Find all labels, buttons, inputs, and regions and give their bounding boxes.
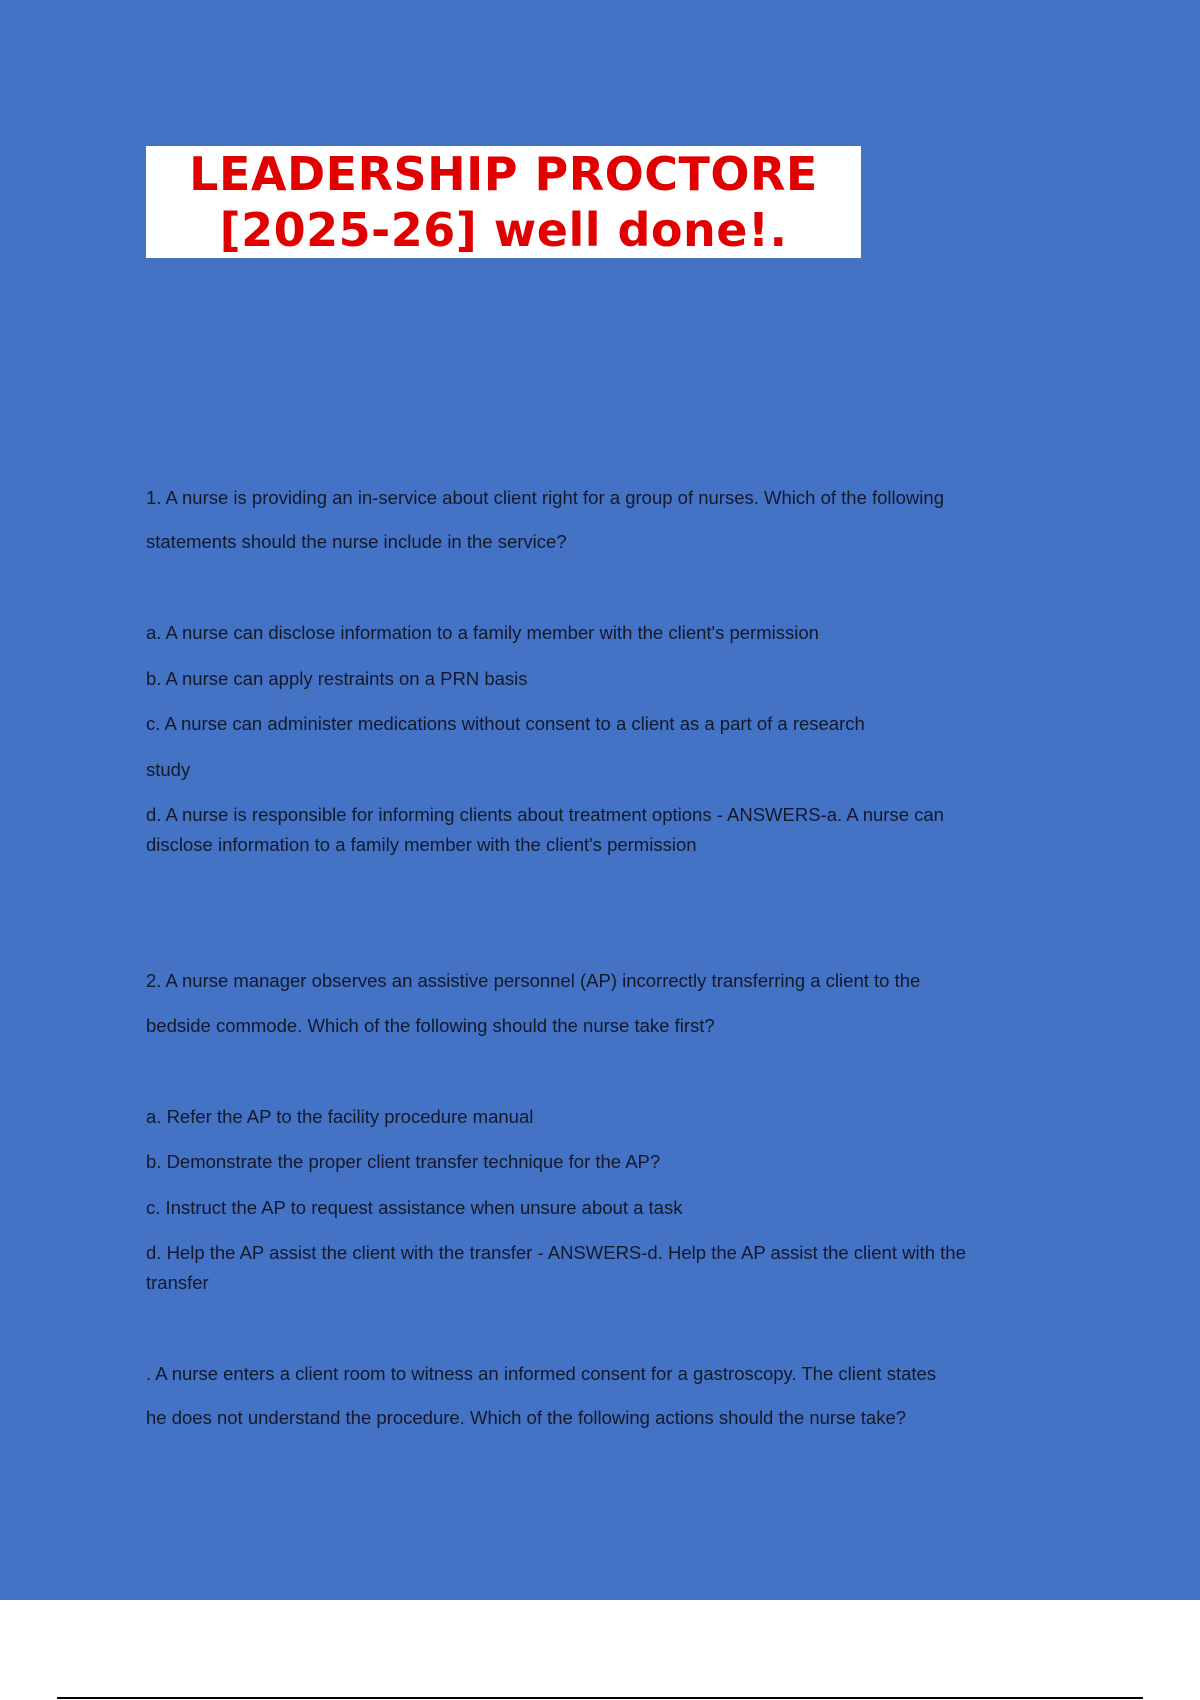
q1-option-b: b. A nurse can apply restraints on a PRN basis	[146, 668, 528, 689]
q1-option-c-line-1: c. A nurse can administer medications without consent to a client as a part of a research	[146, 713, 865, 734]
title-line-1: LEADERSHIP PROCTORE	[189, 147, 818, 201]
q2-option-d-line-1: d. Help the AP assist the client with the transfer - ANSWERS-d. Help the AP assist the client with the	[146, 1242, 966, 1263]
q1-option-d-line-1: d. A nurse is responsible for informing clients about treatment options - ANSWERS-a. A nurse can	[146, 804, 944, 825]
q1-option-a: a. A nurse can disclose information to a family member with the client's permission	[146, 622, 819, 643]
q1-option-d-line-2: disclose information to a family member with the client's permission	[146, 834, 697, 855]
q2-option-b: b. Demonstrate the proper client transfer technique for the AP?	[146, 1151, 661, 1172]
q2-stem-line-1: 2. A nurse manager observes an assistive personnel (AP) incorrectly transferring a client to the	[146, 970, 921, 991]
q2-option-d-line-2: transfer	[146, 1272, 209, 1293]
q1-stem-line-2: statements should the nurse include in the service?	[146, 531, 567, 552]
q2-stem-line-2: bedside commode. Which of the following should the nurse take first?	[146, 1015, 715, 1036]
footer-rule	[57, 1697, 1143, 1699]
title-line-2: [2025-26] well done!.	[219, 203, 788, 257]
q3-stem-line-1: . A nurse enters a client room to witness an informed consent for a gastroscopy. The client states	[146, 1363, 937, 1384]
q2-option-c: c. Instruct the AP to request assistance when unsure about a task	[146, 1197, 683, 1218]
q3-stem-line-2: he does not understand the procedure. Which of the following actions should the nurse take?	[146, 1407, 907, 1428]
q2-option-a: a. Refer the AP to the facility procedure manual	[146, 1106, 534, 1127]
title-banner	[146, 146, 861, 258]
q1-option-c-line-2: study	[146, 759, 191, 780]
q1-stem-line-1: 1. A nurse is providing an in-service about client right for a group of nurses. Which of the following	[146, 487, 944, 508]
